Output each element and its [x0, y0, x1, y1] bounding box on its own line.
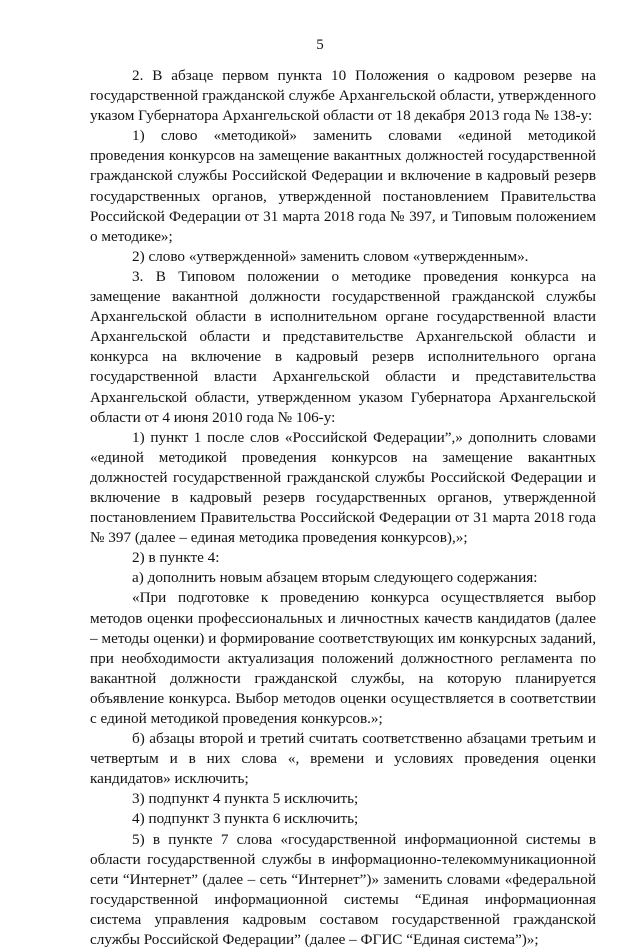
paragraph-item-3-5: 5) в пункте 7 слова «государственной информационной системы в области государственной службы в информационно-телекоммуникационной сети “Интернет” (далее – сеть “Интернет”)» заменить словами «федеральной государственной информационной системы “Единая информационная система управления кадровым составом государственной гражданской службы Российской Федерации” (далее – ФГИС “Единая система”)»; — [90, 830, 596, 949]
paragraph-item-2-1: 1) слово «методикой» заменить словами «единой методикой проведения конкурсов на замещение вакантных должностей государственной гражданской службы Российской Федерации и включение в кадровый резерв государственных органов, утвержденной постановлением Правительства Российской Федерации от 31 марта 2018 года № 397, и Типовым положением о методике»; — [90, 127, 596, 245]
paragraph-quoted-insertion: «При подготовке к проведению конкурса осуществляется выбор методов оценки профессиональных и личностных качеств кандидатов (далее – методы оценки) и формирование соответствующих им конкурсных заданий, при необходимости актуализация положений должностного регламента по вакантной должности гражданской службы, на которую планируется объявление конкурса. Выбор методов оценки осуществляется в соответствии с единой методикой проведения конкурсов.»; — [90, 589, 596, 727]
paragraph-subitem-a: а) дополнить новым абзацем вторым следующего содержания: — [132, 569, 538, 587]
paragraph-item-3-3: 3) подпункт 4 пункта 5 исключить; — [132, 790, 359, 808]
paragraph-item-3-2: 2) в пункте 4: — [132, 549, 220, 567]
paragraph-item-2-2: 2) слово «утвержденной» заменить словом «утвержденным». — [132, 247, 529, 265]
paragraph-section-2: 2. В абзаце первом пункта 10 Положения о кадровом резерве на государственной гражданской службе Архангельской области, утвержденного указом Губернатора Архангельской области от 18 декабря 2013 года № 138-у: — [90, 67, 596, 125]
paragraph-item-3-1: 1) пункт 1 после слов «Российской Федерации”,» дополнить словами «единой методикой проведения конкурсов на замещение вакантных должностей государственной гражданской службы Российской Федерации и включение в кадровый резерв государственных органов, утвержденной постановлением Правительства Российской Федерации от 31 марта 2018 года № 397 (далее – единая методика проведения конкурсов),»; — [90, 428, 596, 547]
document-body — [90, 66, 596, 950]
paragraph-item-3-4: 4) подпункт 3 пункта 6 исключить; — [132, 810, 359, 828]
paragraph-subitem-b: б) абзацы второй и третий считать соответственно абзацами третьим и четвертым и в них слова «, времени и условиях проведения оценки кандидатов» исключить; — [90, 730, 596, 788]
page-number: 5 — [316, 37, 324, 53]
paragraph-section-3: 3. В Типовом положении о методике проведения конкурса на замещение вакантной должности государственной гражданской службы Архангельской области в исполнительном органе государственной власти Архангельской области и представительстве Архангельской области и конкурса на включение в кадровый резерв исполнительного органа государственной власти Архангельской области и представительства Архангельской области, утвержденном указом Губернатора Архангельской области от 4 июня 2010 года № 106-у: — [90, 267, 596, 426]
